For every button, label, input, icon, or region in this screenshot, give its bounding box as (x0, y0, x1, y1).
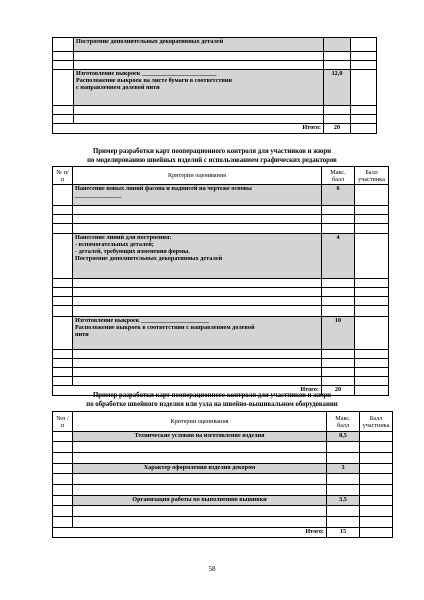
table-row (53, 234, 389, 279)
criterion-cell: Нанесение линий для построения: - вспомогательных деталей; - деталей, требующих изменения формы. Построение дополнительных декоративных деталей (73, 234, 322, 279)
table-row (53, 506, 393, 517)
table-row (53, 350, 389, 359)
header-criteria: Критерии оценивания (73, 412, 327, 432)
table-row (53, 206, 389, 215)
table-row (53, 224, 389, 234)
table-row (53, 70, 377, 106)
table-row (53, 297, 389, 306)
table-row (53, 279, 389, 288)
table-row (53, 61, 377, 70)
header-participant-score: Балл участника (355, 167, 389, 185)
table-row (53, 38, 377, 52)
max-score-cell: 4 (322, 234, 355, 279)
table-row (53, 368, 389, 377)
max-score-cell: 12,0 (324, 70, 351, 106)
page-number: 58 (208, 565, 216, 573)
control-card-table-embroidery (52, 411, 393, 538)
table-row (53, 442, 393, 453)
table-header-row (53, 412, 393, 432)
section-title: Пример разработки карт пооперационного контроля для участников и жюри по обработке швейного изделия или узла на швейно-вышивальном оборудовании (86, 392, 338, 408)
table-row (53, 377, 389, 386)
table-row (53, 288, 389, 297)
total-value: 20 (322, 386, 355, 396)
total-label: Итого: (53, 124, 324, 134)
table-continuation (52, 37, 377, 134)
header-number: №п /п (53, 412, 73, 432)
criterion-cell: Изготовление выкроек ________________________ Расположение выкроек на листе бумаги в соответствии с направлением долевой нити (74, 70, 324, 106)
table-row (53, 474, 393, 485)
section-title: Пример разработки карт пооперационного контроля для участников и жюри по моделированию швейных изделий с использованием графических редакторов (87, 148, 337, 164)
criterion-cell: Технические условия на изготовление изделия (73, 432, 327, 442)
criterion-cell: Построение дополнительных декоративных деталей (74, 38, 324, 52)
max-score-cell: 3 (327, 464, 360, 474)
criterion-cell: Характер оформления изделия декором (73, 464, 327, 474)
header-max-score: Макс. балл (322, 167, 355, 185)
total-row (53, 528, 393, 538)
header-criteria: Критерии оценивания (73, 167, 322, 185)
total-value: 20 (324, 124, 351, 134)
criterion-cell: Организация работы по выполнению вышивки (73, 496, 327, 506)
max-score-cell: 3,5 (327, 496, 360, 506)
criterion-cell: Изготовление выкроек ______________________ Расположение выкроек в соответствии с направлением долевой нити (73, 317, 322, 350)
table-row (53, 432, 393, 442)
table-row (53, 115, 377, 124)
table-row (53, 317, 389, 350)
total-label: Итого: (53, 386, 322, 396)
max-score-cell: 6 (322, 185, 355, 206)
table-row (53, 453, 393, 464)
header-max-score: Макс. балл (327, 412, 360, 432)
header-participant-score: Балл участника (360, 412, 393, 432)
table-row (53, 185, 389, 206)
table-row (53, 496, 393, 506)
table-row (53, 215, 389, 224)
table-row (53, 52, 377, 61)
criterion-cell: Нанесение новых линий фасона и надписей на чертеже основы _______________ (73, 185, 322, 206)
table-row (53, 106, 377, 115)
max-score-cell: 10 (322, 317, 355, 350)
total-row (53, 124, 377, 134)
table-header-row (53, 167, 389, 185)
table-row (53, 306, 389, 317)
max-score-cell: 8,5 (327, 432, 360, 442)
total-value: 15 (327, 528, 360, 538)
header-number: № п/п (53, 167, 73, 185)
control-card-table-graphics (52, 166, 389, 396)
table-row (53, 464, 393, 474)
table-row (53, 359, 389, 368)
total-label: Итого: (53, 528, 327, 538)
table-row (53, 517, 393, 528)
table-row (53, 485, 393, 496)
